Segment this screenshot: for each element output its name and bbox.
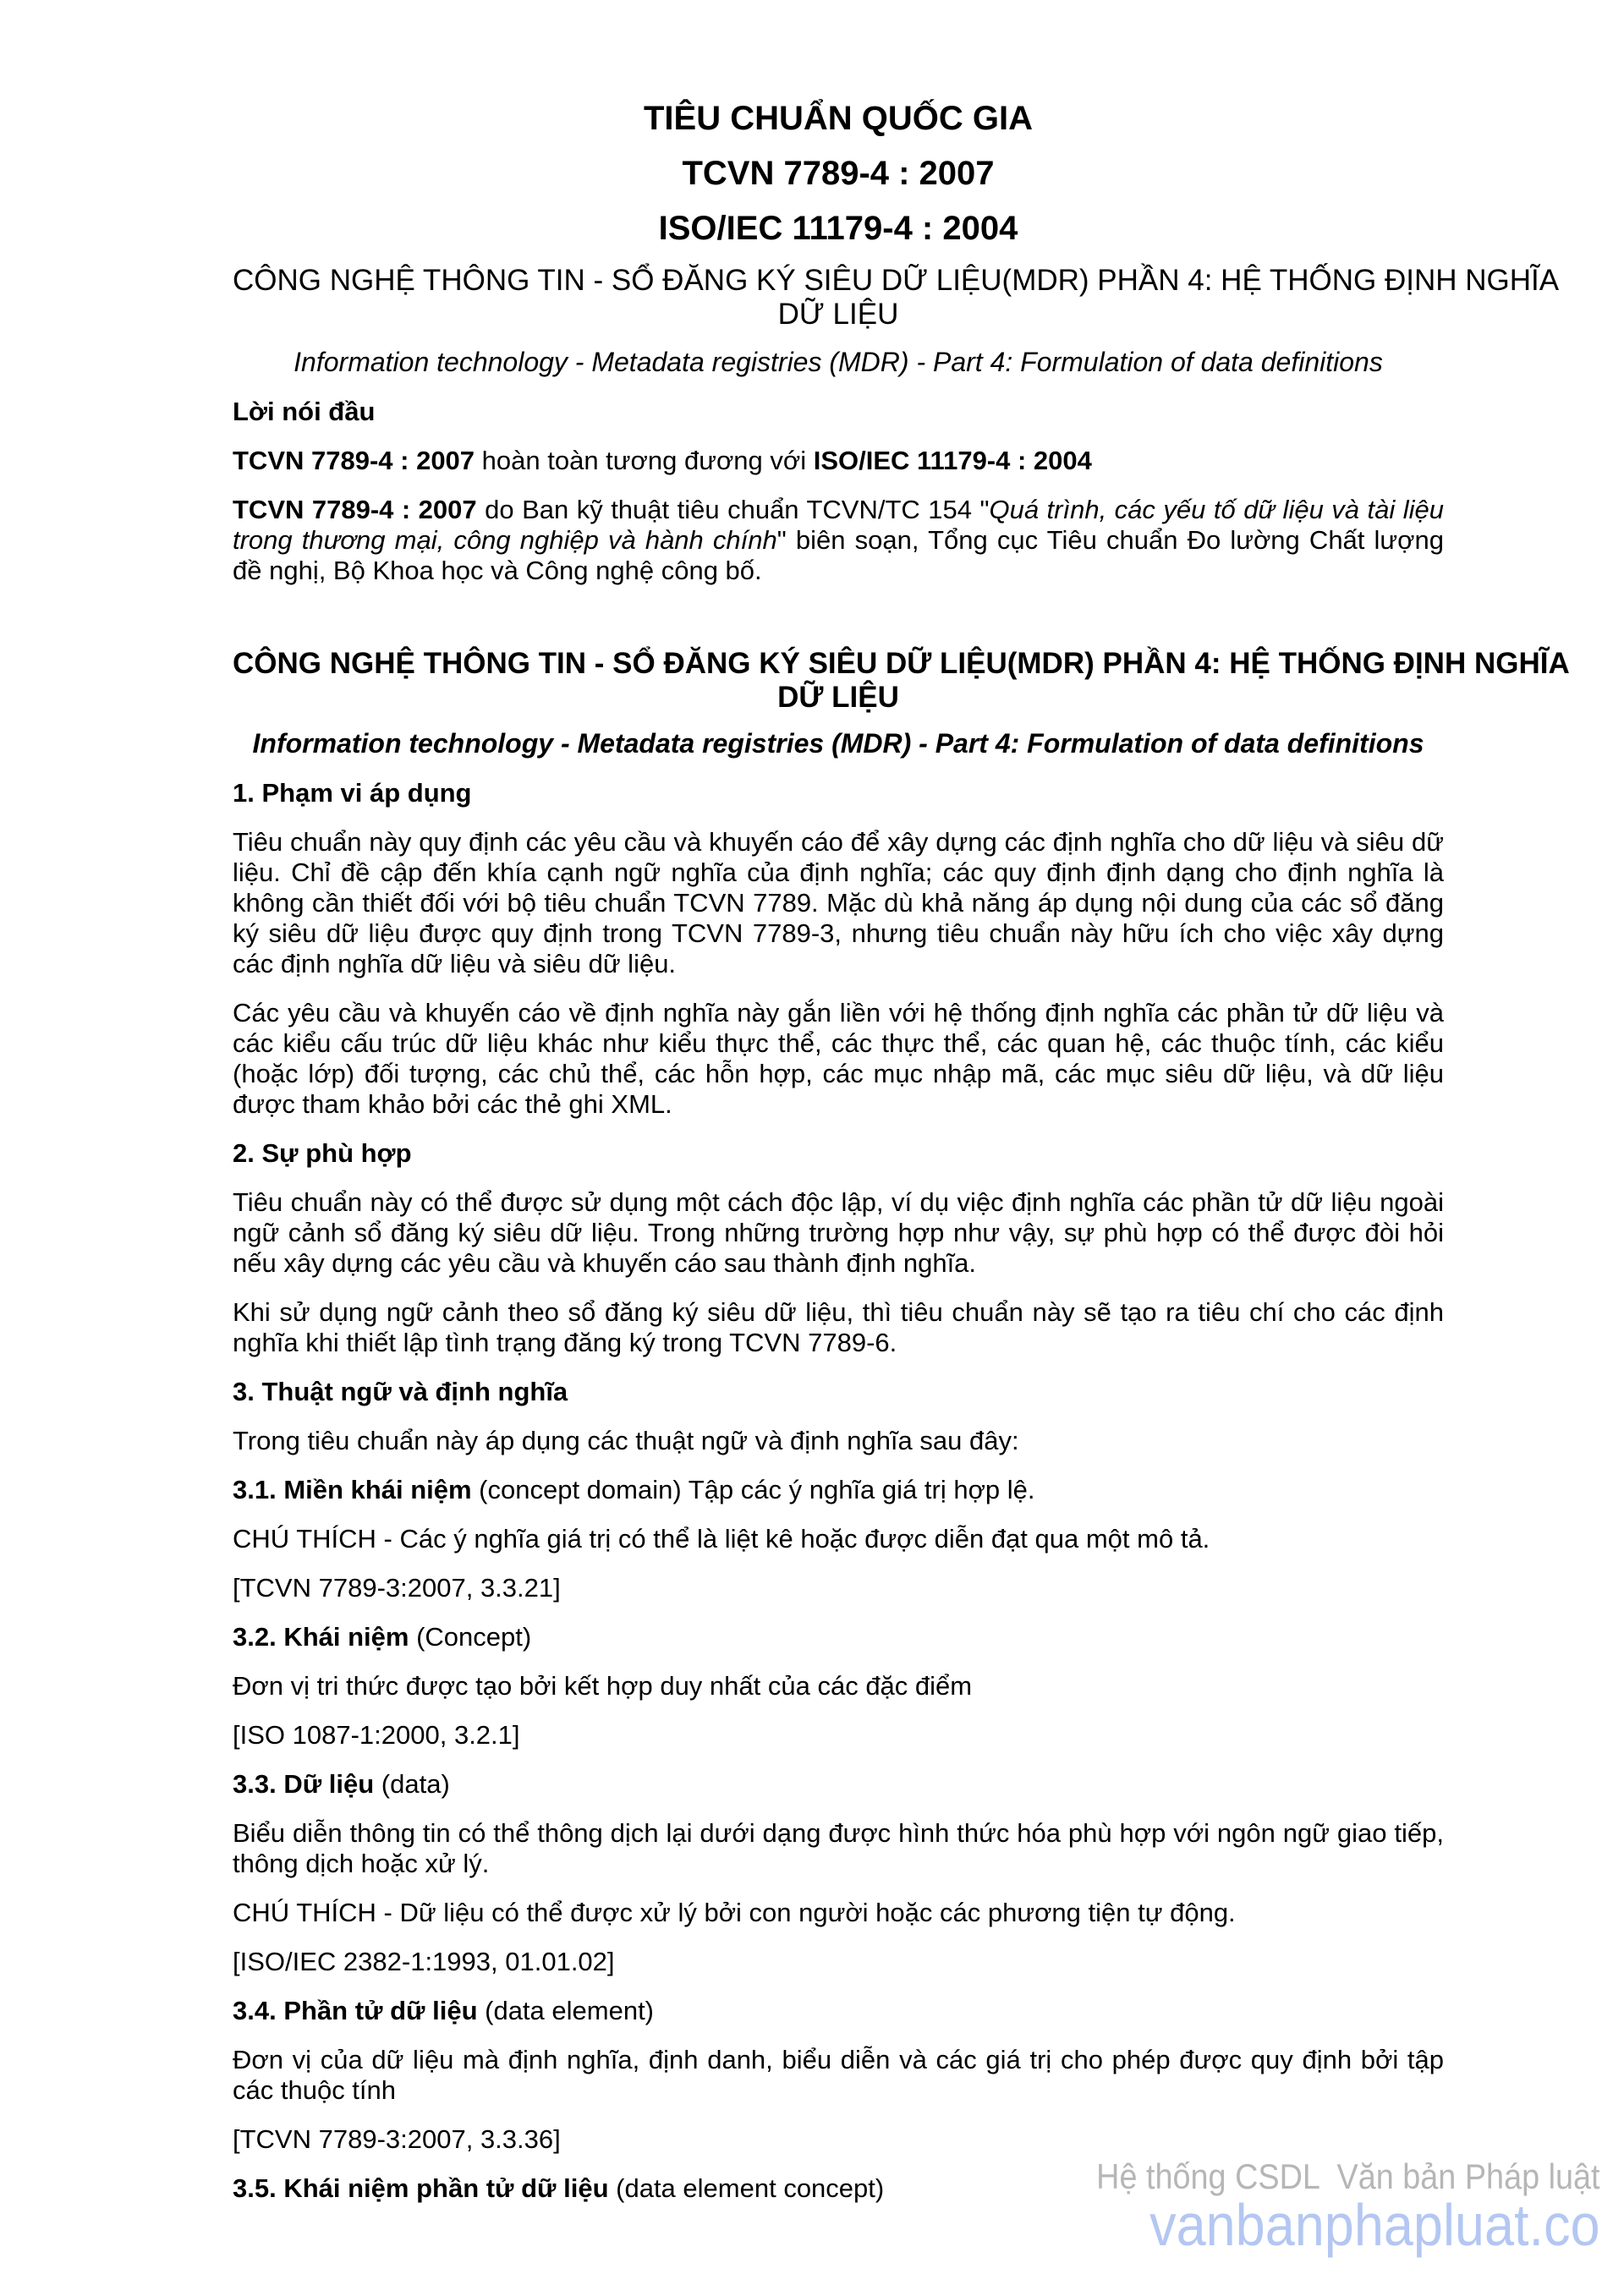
term-3-4-reference: [TCVN 7789-3:2007, 3.3.36] <box>233 2124 561 2154</box>
foreword-heading: Lời nói đầu <box>233 397 376 426</box>
section-3-heading: 3. Thuật ngữ và định nghĩa <box>233 1377 568 1406</box>
term-3-1-reference: [TCVN 7789-3:2007, 3.3.21] <box>233 1573 561 1603</box>
term-3-3-english: (data) <box>374 1769 450 1799</box>
document-title-vietnamese <box>233 264 1560 332</box>
section-2-paragraph-1: Tiêu chuẩn này có thể được sử dụng một cách độc lập, ví dụ việc định nghĩa các phần tử dữ liệu ngoài ngữ cảnh sổ đăng ký siêu dữ liệu. Trong những trường hợp như vậy, sự phù hợp có thể được đòi hỏi nếu xây dựng các yêu cầu và khuyến cáo sau thành định nghĩa. <box>233 1187 1444 1278</box>
main-title-english: Information technology - Metadata registries (MDR) - Part 4: Formulation of data definitions <box>252 728 1424 759</box>
watermark-site-name: Hệ thống CSDL Văn bản Pháp luật <box>1096 2156 1600 2196</box>
term-3-3-definition: Biểu diễn thông tin có thể thông dịch lại dưới dạng được hình thức hóa phù hợp với ngôn ngữ giao tiếp, thông dịch hoặc xử lý. <box>233 1818 1444 1878</box>
document-title-english: Information technology - Metadata registries (MDR) - Part 4: Formulation of data definitions <box>294 347 1383 377</box>
iso-reference-title: ISO/IEC 11179-4 : 2004 <box>658 210 1018 247</box>
foreword-drafting-statement <box>233 495 1444 586</box>
document-title-vietnamese-line-2: DỮ LIỆU <box>777 298 899 331</box>
document-title-vietnamese-line-1: CÔNG NGHỆ THÔNG TIN - SỔ ĐĂNG KÝ SIÊU DỮ LIỆU(MDR) PHẦN 4: HỆ THỐNG ĐỊNH NGHĨA <box>233 264 1560 297</box>
term-3-3-name: 3.3. Dữ liệu <box>233 1769 375 1799</box>
section-1-heading: 1. Phạm vi áp dụng <box>233 778 472 808</box>
term-3-4-heading <box>233 1996 1444 2026</box>
section-2-heading: 2. Sự phù hợp <box>233 1138 412 1168</box>
term-3-1-note: CHÚ THÍCH - Các ý nghĩa giá trị có thể là liệt kê hoặc được diễn đạt qua một mô tả. <box>233 1524 1210 1553</box>
drafting-text-1: do Ban kỹ thuật tiêu chuẩn TCVN/TC 154 " <box>476 495 990 524</box>
equivalence-standard-number: TCVN 7789-4 : 2007 <box>233 446 475 475</box>
section-1-paragraph-1: Tiêu chuẩn này quy định các yêu cầu và khuyến cáo để xây dựng các định nghĩa cho dữ liệu và siêu dữ liệu. Chỉ đề cập đến khía cạnh ngữ nghĩa của định nghĩa; các quy định định dạng cho định nghĩa là không cần thiết đối với bộ tiêu chuẩn TCVN 7789. Mặc dù khả năng áp dụng nội dung của các sổ đăng ký siêu dữ liệu được quy định trong TCVN 7789-3, nhưng tiêu chuẩn này hữu ích cho việc xây dựng các định nghĩa dữ liệu và siêu dữ liệu. <box>233 827 1444 978</box>
term-3-5-english: (data element concept) <box>608 2173 885 2203</box>
term-3-2-english: (Concept) <box>409 1622 532 1652</box>
standard-type-title: TIÊU CHUẨN QUỐC GIA <box>644 100 1033 137</box>
term-3-4-english: (data element) <box>477 1996 655 2025</box>
document-page <box>233 99 1570 2222</box>
foreword-equivalence-statement <box>233 446 1444 476</box>
term-3-1-name: 3.1. Miền khái niệm <box>233 1475 472 1504</box>
term-3-3-heading <box>233 1769 1444 1800</box>
term-3-2-heading <box>233 1622 1444 1652</box>
watermark-site-url: vanbanphapluat.co <box>1149 2192 1600 2258</box>
term-3-4-definition: Đơn vị của dữ liệu mà định nghĩa, định danh, biểu diễn và các giá trị cho phép được quy định bởi tập các thuộc tính <box>233 2045 1444 2105</box>
standard-number-title: TCVN 7789-4 : 2007 <box>682 155 995 192</box>
equivalence-text: hoàn toàn tương đương với <box>475 446 814 475</box>
term-3-3-note: CHÚ THÍCH - Dữ liệu có thể được xử lý bởi con người hoặc các phương tiện tự động. <box>233 1898 1236 1927</box>
drafting-standard-number: TCVN 7789-4 : 2007 <box>233 495 477 524</box>
drafting-committee-name: Quá trình, các yếu tố dữ liệu và tài liệu trong thương mại, công nghiệp và hành chính <box>233 495 1444 555</box>
term-3-1-heading <box>233 1475 1444 1505</box>
term-3-2-reference: [ISO 1087-1:2000, 3.2.1] <box>233 1720 520 1750</box>
section-2-paragraph-2: Khi sử dụng ngữ cảnh theo sổ đăng ký siêu dữ liệu, thì tiêu chuẩn này sẽ tạo ra tiêu chí cho các định nghĩa khi thiết lập tình trạng đăng ký trong TCVN 7789-6. <box>233 1297 1444 1357</box>
section-1-paragraph-2: Các yêu cầu và khuyến cáo về định nghĩa này gắn liền với hệ thống định nghĩa các phần tử dữ liệu và các kiểu cấu trúc dữ liệu khác như kiểu thực thể, các thực thể, các quan hệ, các thuộc tính, các kiểu (hoặc lớp) đối tượng, các chủ thể, các hỗn hợp, các mục nhập mã, các mục siêu dữ liệu, và dữ liệu được tham khảo bởi các thẻ ghi XML. <box>233 998 1444 1119</box>
main-title-vietnamese <box>233 647 1570 715</box>
drafting-text-2: " biên soạn, Tổng cục Tiêu chuẩn Đo lường Chất lượng đề nghị, Bộ Khoa học và Công nghệ công bố. <box>233 525 1444 585</box>
term-3-2-definition: Đơn vị tri thức được tạo bởi kết hợp duy nhất của các đặc điểm <box>233 1671 973 1701</box>
term-3-3-reference: [ISO/IEC 2382-1:1993, 01.01.02] <box>233 1947 615 1976</box>
term-3-1-definition: (concept domain) Tập các ý nghĩa giá trị hợp lệ. <box>471 1475 1035 1504</box>
term-3-2-name: 3.2. Khái niệm <box>233 1622 409 1652</box>
term-3-5-name: 3.5. Khái niệm phần tử dữ liệu <box>233 2173 609 2203</box>
main-title-vietnamese-line-2: DỮ LIỆU <box>777 681 899 714</box>
term-3-5-heading <box>233 2173 1444 2204</box>
section-3-intro: Trong tiêu chuẩn này áp dụng các thuật ngữ và định nghĩa sau đây: <box>233 1426 1019 1455</box>
term-3-4-name: 3.4. Phần tử dữ liệu <box>233 1996 478 2025</box>
main-title-vietnamese-line-1: CÔNG NGHỆ THÔNG TIN - SỔ ĐĂNG KÝ SIÊU DỮ LIỆU(MDR) PHẦN 4: HỆ THỐNG ĐỊNH NGHĨA <box>233 647 1570 680</box>
equivalence-iso-number: ISO/IEC 11179-4 : 2004 <box>813 446 1092 475</box>
